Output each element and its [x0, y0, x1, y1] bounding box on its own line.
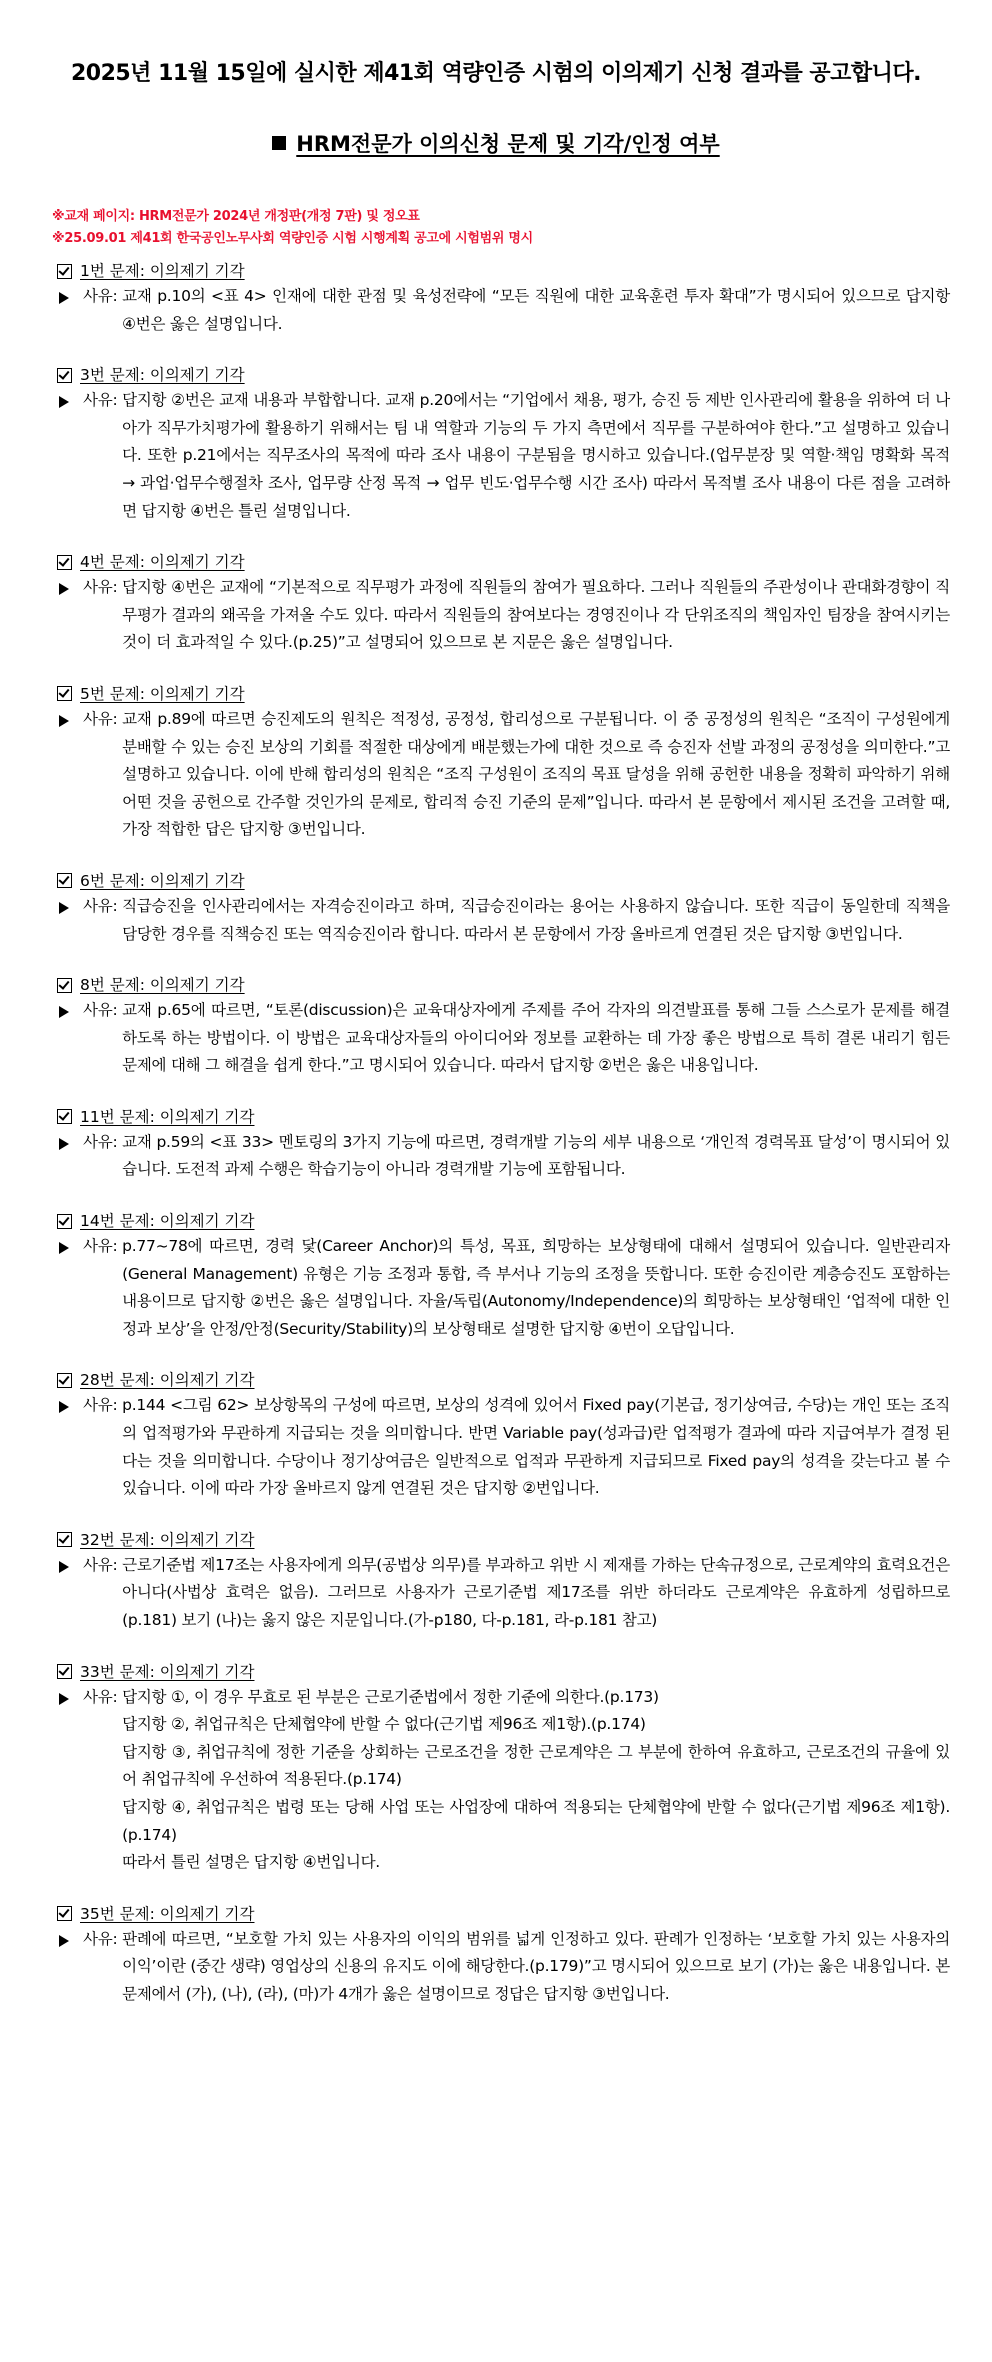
page-title: 2025년 11월 15일에 실시한 제41회 역량인증 시험의 이의제기 신청 결과를 공고합니다. [70, 61, 922, 86]
triangle-bullet-icon [59, 583, 69, 595]
section-heading-text: HRM전문가 이의신청 문제 및 기각/인정 여부 [296, 132, 720, 156]
objection-heading [57, 1528, 950, 1552]
reason-label: 사유: [83, 391, 123, 410]
objection-item [57, 1660, 950, 1877]
reason-label: 사유: [83, 1687, 123, 1706]
reason-text [122, 1684, 950, 1877]
objection-heading-text: 4번 문제: 이의제기 기각 [80, 553, 245, 572]
objection-heading-text: 32번 문제: 이의제기 기각 [80, 1530, 255, 1549]
triangle-bullet-icon [59, 1138, 69, 1150]
checkbox-checked-icon [57, 555, 72, 570]
objection-heading-text: 28번 문제: 이의제기 기각 [80, 1371, 255, 1390]
objection-heading [57, 682, 950, 706]
objection-reason [57, 706, 950, 844]
notes [52, 206, 952, 250]
objection-heading-text: 5번 문제: 이의제기 기각 [80, 684, 245, 703]
triangle-bullet-icon [59, 1693, 69, 1705]
reason-line: 직급승진을 인사관리에서는 자격승진이라고 하며, 직급승진이라는 용어는 사용하지 않습니다. 또한 직급이 동일한데 직책을 담당한 경우를 직책승진 또는 역직승진이라 합니다. 따라서 본 문항에서 가장 올바르게 연결된 것은 답지항 ③번입니다. [122, 896, 950, 943]
reason-text [122, 1129, 950, 1184]
objection-reason [57, 283, 950, 338]
objection-list [57, 259, 950, 2034]
reason-label: 사유: [83, 896, 123, 915]
objection-heading-text: 33번 문제: 이의제기 기각 [80, 1662, 255, 1681]
objection-item [57, 1209, 950, 1343]
objection-heading-text: 6번 문제: 이의제기 기각 [80, 871, 245, 890]
reason-text [122, 1392, 950, 1502]
triangle-bullet-icon [59, 902, 69, 914]
objection-reason [57, 1926, 950, 2009]
reason-line: 답지항 ④번은 교재에 “기본적으로 직무평가 과정에 직원들의 참여가 필요하다. 그러나 직원들의 주관성이나 관대화경향이 직무평가 결과의 왜곡을 가져올 수도 있다. 따라서 직원들의 참여보다는 경영진이나 각 단위조직의 책임자인 팀장을 참여시키는 것이 더 효과적일 수 있다.(p.25)”고 설명되어 있으므로 본 지문은 옳은 설명입니다. [122, 578, 950, 652]
objection-item [57, 550, 950, 657]
reason-line: 근로기준법 제17조는 사용자에게 의무(공법상 의무)를 부과하고 위반 시 제재를 가하는 단속규정으로, 근로계약의 효력요건은 아니다(사법상 효력은 없음). 그러므로 사용자가 근로기준법 제17조를 위반 하더라도 근로계약은 유효하게 성립하므로(p.181) 보기 (나)는 옳지 않은 지문입니다.(가-p180, 다-p.181, 라-p.181 참고) [122, 1555, 950, 1629]
objection-heading-text: 3번 문제: 이의제기 기각 [80, 366, 245, 385]
objection-reason [57, 1552, 950, 1635]
checkbox-checked-icon [57, 1664, 72, 1679]
objection-reason [57, 574, 950, 657]
reason-line: p.144 <그림 62> 보상항목의 구성에 따르면, 보상의 성격에 있어서 Fixed pay(기본급, 정기상여금, 수당)는 개인 또는 조직의 업적평가와 무관하게 지급되는 것을 의미합니다. 반면 Variable pay(성과급)란 업적평가 결과에 따라 지급여부가 결정 된다는 것을 의미합니다. 수당이나 정기상여금은 일반적으로 업적과 무관하게 지급되므로 Fixed pay의 성격을 갖는다고 볼 수 있습니다. 이에 따라 가장 올바르지 않게 연결된 것은 답지항 ②번입니다. [122, 1396, 950, 1498]
objection-heading-text: 8번 문제: 이의제기 기각 [80, 976, 245, 995]
checkbox-checked-icon [57, 368, 72, 383]
objection-heading-text: 14번 문제: 이의제기 기각 [80, 1212, 255, 1231]
objection-reason [57, 1233, 950, 1343]
objection-heading [57, 550, 950, 574]
reason-line: 답지항 ②번은 교재 내용과 부합합니다. 교재 p.20에서는 “기업에서 채용, 평가, 승진 등 제반 인사관리에 활용을 위하여 더 나아가 직무가치평가에 활용하기 위해서는 팀 내 역할과 기능의 두 가지 측면에서 직무를 구분하여야 한다.”고 설명하고 있습니다. 또한 p.21에서는 직무조사의 목적에 따라 조사 내용이 구분됨을 명시하고 있습니다.(업무분장 및 역할·책임 명확화 목적 → 과업·업무수행절차 조사, 업무량 산정 목적 → 업무 빈도·업무수행 시간 조사) 따라서 목적별 조사 내용이 다른 점을 고려하면 답지항 ④번은 틀린 설명입니다. [122, 391, 950, 520]
reason-line: p.77~78에 따르면, 경력 닻(Career Anchor)의 특성, 목표, 희망하는 보상형태에 대해서 설명되어 있습니다. 일반관리자(General Management) 유형은 기능 조정과 통합, 즉 부서나 기능의 조정을 뜻합니다. 또한 승진이란 계층승진도 포함하는 내용이므로 답지항 ②번은 옳은 설명입니다. 자율/독립(Autonomy/Independence)의 희망하는 보상형태인 ‘업적에 대한 인정과 보상’을 안정/안정(Security/Stability)의 보상형태로 설명한 답지항 ④번이 오답입니다. [122, 1237, 950, 1338]
triangle-bullet-icon [59, 1935, 69, 1947]
checkbox-checked-icon [57, 873, 72, 888]
reason-line: 답지항 ③, 취업규칙에 정한 기준을 상회하는 근로조건을 정한 근로계약은 그 부분에 한하여 유효하고, 근로조건의 규율에 있어 취업규칙에 우선하여 적용된다.(p.174) [122, 1742, 950, 1789]
objection-item [57, 1528, 950, 1635]
objection-heading [57, 869, 950, 893]
objection-item [57, 1105, 950, 1184]
reason-label: 사유: [83, 1396, 123, 1415]
reason-line: 교재 p.65에 따르면, “토론(discussion)은 교육대상자에게 주제를 주어 각자의 의견발표를 통해 그들 스스로가 문제를 해결 하도록 하는 방법이다. 이 방법은 교육대상자들의 아이디어와 정보를 교환하는 데 가장 좋은 방법으로 특히 결론 내리기 힘든 문제에 대해 그 해결을 쉽게 한다.”고 명시되어 있습니다. 따라서 답지항 ②번은 옳은 내용입니다. [122, 1001, 950, 1075]
objection-heading [57, 1368, 950, 1392]
reason-label: 사유: [83, 1555, 123, 1574]
checkbox-checked-icon [57, 1532, 72, 1547]
triangle-bullet-icon [59, 1242, 69, 1254]
reason-line: 답지항 ②, 취업규칙은 단체협약에 반할 수 없다(근기법 제96조 제1항).(p.174) [122, 1715, 646, 1734]
reason-line: 교재 p.59의 <표 33> 멘토링의 3가지 기능에 따르면, 경력개발 기능의 세부 내용으로 ‘개인적 경력목표 달성’이 명시되어 있습니다. 도전적 과제 수행은 학습기능이 아니라 경력개발 기능에 포함됩니다. [122, 1132, 950, 1179]
objection-reason [57, 387, 950, 525]
reason-text [122, 574, 950, 657]
checkbox-checked-icon [57, 1214, 72, 1229]
reason-line: 판례에 따르면, “보호할 가치 있는 사용자의 이익의 범위를 넓게 인정하고 있다. 판례가 인정하는 ‘보호할 가치 있는 사용자의 이익’이란 (중간 생략) 영업상의 신용의 유지도 이에 해당한다.(p.179)”고 명시되어 있으므로 보기 (가)는 옳은 내용입니다. 본 문제에서 (가), (나), (라), (마)가 4개가 옳은 설명이므로 정답은 답지항 ③번입니다. [122, 1929, 950, 2003]
triangle-bullet-icon [59, 1006, 69, 1018]
objection-heading [57, 1902, 950, 1926]
objection-heading [57, 1105, 950, 1129]
note-textbook: ※교재 페이지: HRM전문가 2024년 개정판(개정 7판) 및 정오표 [52, 209, 420, 224]
reason-text [122, 1552, 950, 1635]
reason-line: 답지항 ④, 취업규칙은 법령 또는 당해 사업 또는 사업장에 대하여 적용되는 단체협약에 반할 수 없다(근기법 제96조 제1항).(p.174) [122, 1797, 950, 1844]
reason-text [122, 387, 950, 525]
reason-label: 사유: [83, 287, 123, 305]
objection-heading [57, 1209, 950, 1233]
objection-item [57, 682, 950, 844]
reason-text [122, 283, 950, 338]
triangle-bullet-icon [59, 1401, 69, 1413]
checkbox-checked-icon [57, 1906, 72, 1921]
checkbox-checked-icon [57, 1373, 72, 1388]
checkbox-checked-icon [57, 1109, 72, 1124]
reason-line: 답지항 ①, 이 경우 무효로 된 부분은 근로기준법에서 정한 기준에 의한다.(p.173) [122, 1687, 659, 1706]
objection-heading [57, 973, 950, 997]
objection-heading [57, 1660, 950, 1684]
reason-text [122, 1926, 950, 2009]
reason-text [122, 1233, 950, 1343]
reason-label: 사유: [83, 1929, 123, 1948]
checkbox-checked-icon [57, 264, 72, 279]
triangle-bullet-icon [59, 396, 69, 408]
objection-item [57, 1368, 950, 1502]
section-heading [0, 128, 992, 158]
reason-line: 교재 p.10의 <표 4> 인재에 대한 관점 및 육성전략에 “모든 직원에 대한 교육훈련 투자 확대”가 명시되어 있으므로 답지항 ④번은 옳은 설명입니다. [122, 287, 950, 333]
objection-reason [57, 893, 950, 948]
reason-label: 사유: [83, 1237, 123, 1256]
note-exam-scope: ※25.09.01 제41회 한국공인노무사회 역량인증 시험 시행계획 공고에 시험범위 명시 [52, 231, 533, 246]
objection-item [57, 1902, 950, 2009]
objection-reason [57, 1129, 950, 1184]
reason-label: 사유: [83, 578, 123, 597]
reason-label: 사유: [83, 1001, 123, 1020]
objection-heading [57, 259, 950, 283]
objection-reason [57, 997, 950, 1080]
reason-line: 교재 p.89에 따르면 승진제도의 원칙은 적정성, 공정성, 합리성으로 구분됩니다. 이 중 공정성의 원칙은 “조직이 구성원에게 분배할 수 있는 승진 보상의 기회를 적절한 대상에게 배분했는가에 대한 것으로 즉 승진자 선발 과정의 공정성을 의미한다.”고 설명하고 있습니다. 이에 반해 합리성의 원칙은 “조직 구성원이 조직의 목표 달성을 위해 공헌한 내용을 정확히 파악하기 위해 어떤 것을 공헌으로 간주할 것인가의 문제로, 합리적 승진 기준의 문제”입니다. 따라서 본 문항에서 제시된 조건을 고려할 때, 가장 적합한 답은 답지항 ③번입니다. [122, 709, 950, 839]
reason-text [122, 893, 950, 948]
objection-heading-text: 1번 문제: 이의제기 기각 [80, 262, 245, 280]
checkbox-checked-icon [57, 978, 72, 993]
objection-item [57, 259, 950, 338]
objection-item [57, 363, 950, 525]
checkbox-checked-icon [57, 686, 72, 701]
reason-line: 따라서 틀린 설명은 답지항 ④번입니다. [122, 1853, 380, 1872]
objection-reason [57, 1684, 950, 1877]
objection-item [57, 869, 950, 948]
objection-heading-text: 11번 문제: 이의제기 기각 [80, 1107, 255, 1126]
square-bullet-icon [272, 136, 286, 150]
reason-label: 사유: [83, 709, 123, 728]
reason-text [122, 997, 950, 1080]
triangle-bullet-icon [59, 292, 69, 304]
objection-item [57, 973, 950, 1080]
objection-reason [57, 1392, 950, 1502]
reason-text [122, 706, 950, 844]
triangle-bullet-icon [59, 1561, 69, 1573]
triangle-bullet-icon [59, 715, 69, 727]
reason-label: 사유: [83, 1132, 123, 1151]
objection-heading-text: 35번 문제: 이의제기 기각 [80, 1904, 255, 1923]
objection-heading [57, 363, 950, 387]
